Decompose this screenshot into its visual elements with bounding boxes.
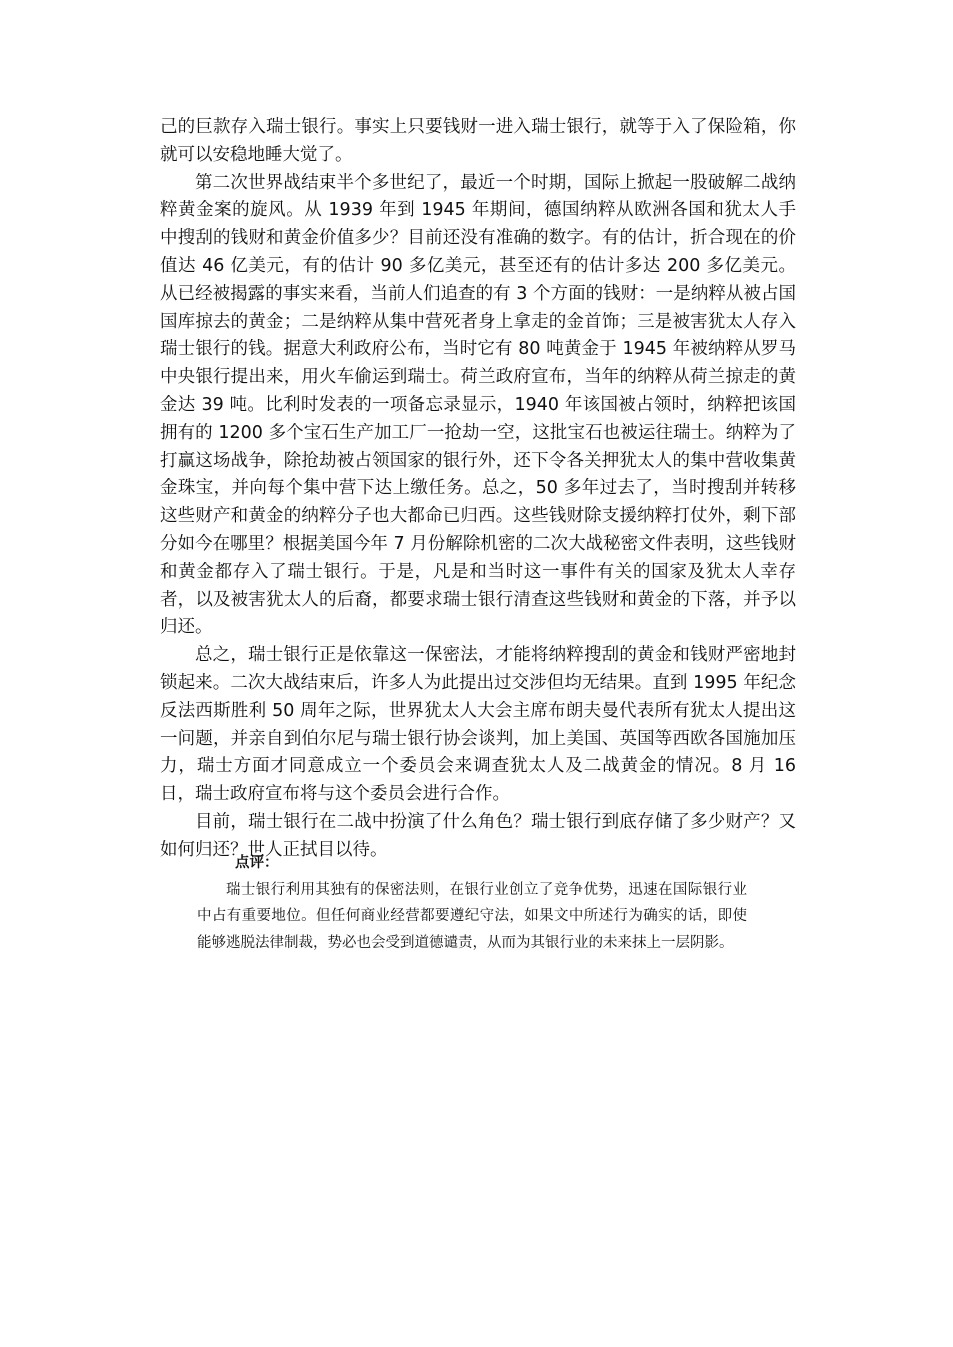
article-body: [160, 114, 796, 865]
comment-section: [197, 850, 747, 956]
comment-text: 瑞士银行利用其独有的保密法则，在银行业创立了竞争优势，迅速在国际银行业中占有重要地位。但任何商业经营都要遵纪守法，如果文中所述行为确实的话，即使能够逃脱法律制裁，势必也会受到道德谴责，从而为其银行业的未来抹上一层阴影。: [197, 881, 747, 951]
article-paragraph-3: 总之，瑞士银行正是依靠这一保密法，才能将纳粹搜刮的黄金和钱财严密地封锁起来。二次大战结束后，许多人为此提出过交涉但均无结果。直到 1995 年纪念反法西斯胜利 50 周年之际，世界犹太人大会主席布朗夫曼代表所有犹太人提出这一问题，并亲自到伯尔尼与瑞士银行协会谈判，加上美国、英国等西欧各国施加压力，瑞士方面才同意成立一个委员会来调查犹太人及二战黄金的情况。8 月 16 日，瑞士政府宣布将与这个委员会进行合作。: [160, 645, 796, 805]
article-paragraph-2: 第二次世界战结束半个多世纪了，最近一个时期，国际上掀起一股破解二战纳粹黄金案的旋风。从 1939 年到 1945 年期间，德国纳粹从欧洲各国和犹太人手中搜刮的钱财和黄金价值多少？目前还没有准确的数字。有的估计，折合现在的价值达 46 亿美元，有的估计 90 多亿美元，甚至还有的估计多达 200 多亿美元。从已经被揭露的事实来看，当前人们追查的有 3 个方面的钱财：一是纳粹从被占国国库掠去的黄金；二是纳粹从集中营死者身上拿走的金首饰；三是被害犹太人存入瑞士银行的钱。据意大利政府公布，当时它有 80 吨黄金于 1945 年被纳粹从罗马中央银行提出来，用火车偷运到瑞士。荷兰政府宣布，当年的纳粹从荷兰掠走的黄金达 39 吨。比利时发表的一项备忘录显示，1940 年该国被占领时，纳粹把该国拥有的 1200 多个宝石生产加工厂一抢劫一空，这批宝石也被运往瑞士。纳粹为了打赢这场战争，除抢劫被占领国家的银行外，还下令各关押犹太人的集中营收集黄金珠宝，并向每个集中营下达上缴任务。总之，50 多年过去了，当时搜刮并转移这些财产和黄金的纳粹分子也大都命已归西。这些钱财除支援纳粹打仗外，剩下部分如今在哪里？根据美国今年 7 月份解除机密的二次大战秘密文件表明，这些钱财和黄金都存入了瑞士银行。于是，凡是和当时这一事件有关的国家及犹太人幸存者，以及被害犹太人的后裔，都要求瑞士银行清查这些钱财和黄金的下落，并予以归还。: [160, 172, 796, 638]
article-paragraph-1: 己的巨款存入瑞士银行。事实上只要钱财一进入瑞士银行，就等于入了保险箱，你就可以安稳地睡大觉了。: [160, 117, 796, 165]
article-paragraph-4: 目前，瑞士银行在二战中扮演了什么角色？瑞士银行到底存储了多少财产？又如何归还？世人正拭目以待。: [160, 811, 796, 860]
comment-label: 点评：: [235, 855, 279, 871]
